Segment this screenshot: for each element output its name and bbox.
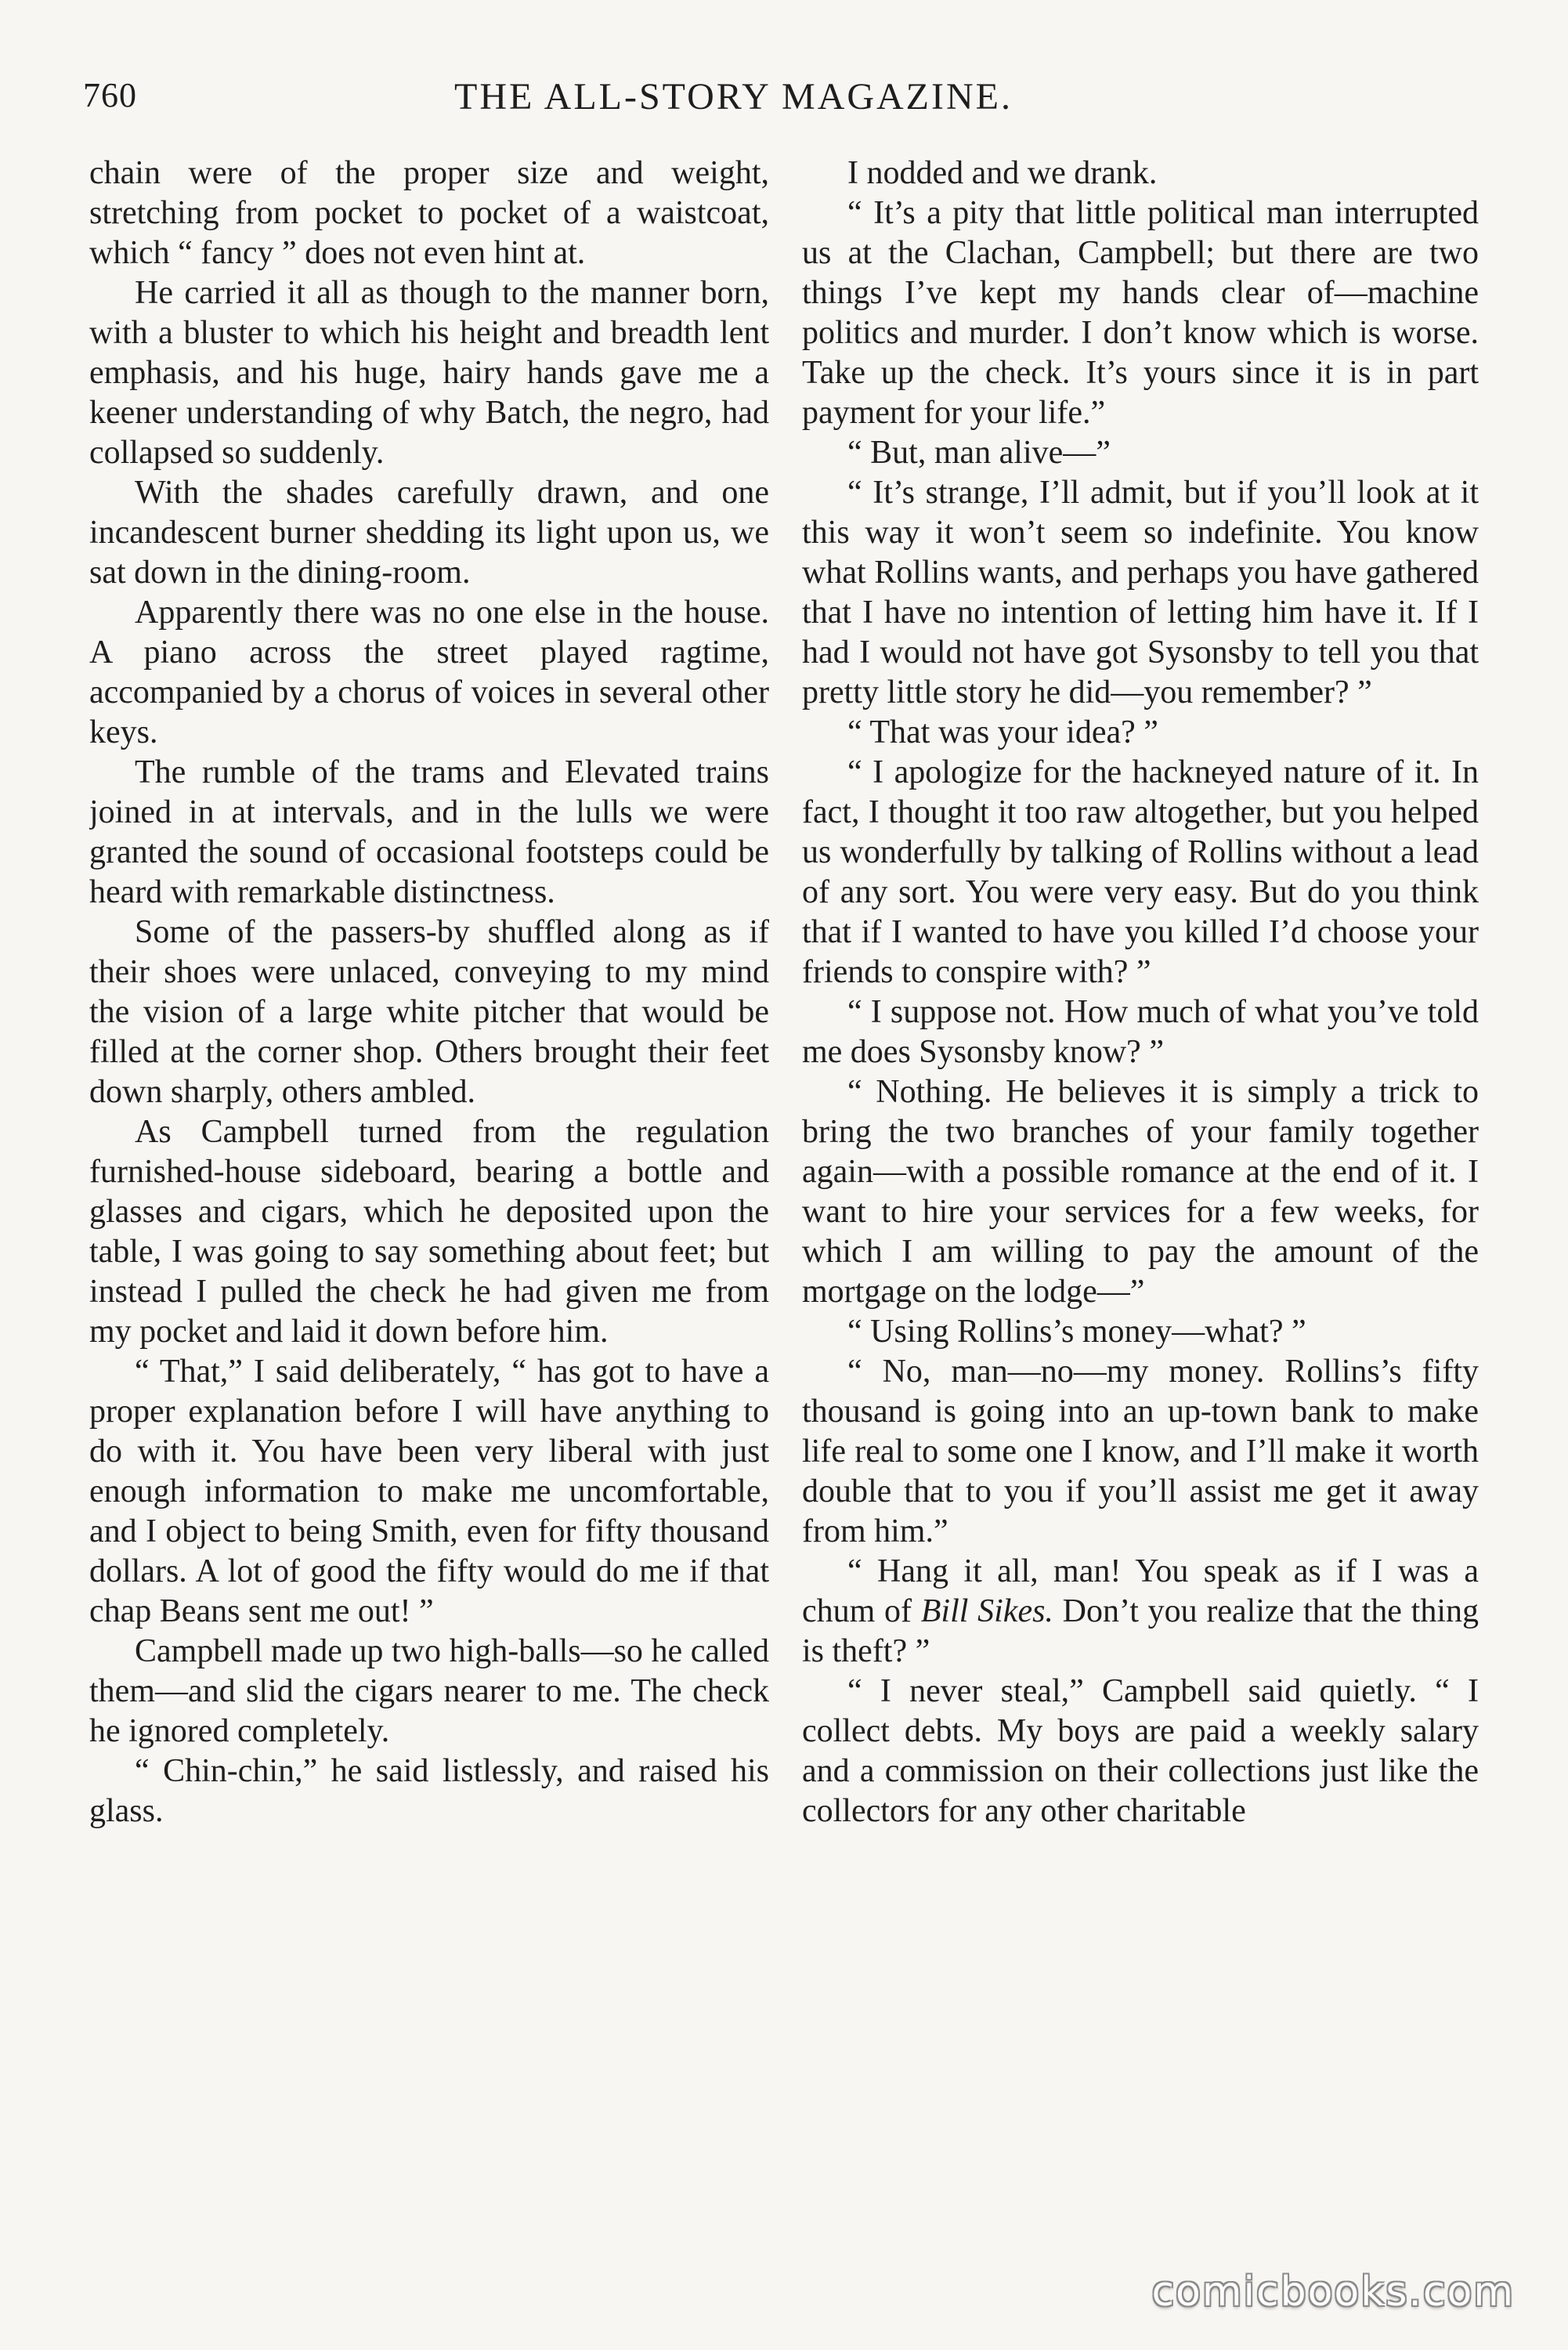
paragraph: “ That was your idea? ” <box>847 714 1158 750</box>
paragraph: Apparently there was no one else in the house. A piano across the street played ragtime, accompanied by a chorus of voices in several other keys. <box>89 595 769 750</box>
paragraph: “ Using Rollins’s money—what? ” <box>847 1314 1306 1350</box>
paragraph: “ But, man alive—” <box>847 435 1111 471</box>
paragraph: Campbell made up two high-balls—so he called them—and slid the cigars nearer to me. The check he ignored completely. <box>89 1633 769 1749</box>
paragraph: I nodded and we drank. <box>847 155 1158 191</box>
paragraph: “ I suppose not. How much of what you’ve told me does Sysonsby know? ” <box>802 994 1479 1070</box>
paragraph: “ I apologize for the hackneyed nature of it. In fact, I thought it too raw altogether, but you helped us wonderfully by talking of Rollins without a lead of any sort. You were very easy. But do you think that if I wanted to have you killed I’d choose your friends to conspire with? ” <box>802 754 1479 990</box>
paragraph: chain were of the proper size and weight, stretching from pocket to pocket of a waistcoat, which “ fancy ” does not even hint at. <box>89 155 769 271</box>
paragraph-text: “ Hang it all, man! You speak as if I was a chum of <box>802 1553 1479 1629</box>
paragraph: The rumble of the trams and Elevated trains joined in at intervals, and in the lulls we were granted the sound of occasional footsteps could be heard with remarkable distinctness. <box>89 754 769 910</box>
paragraph: “ That,” I said deliberately, “ has got to have a proper explanation before I will have anything to do with it. You have been very liberal with just enough information to make me uncomfortable, and I object to being Smith, even for fifty thousand dollars. A lot of good the fifty would do me if that chap Beans sent me out! ” <box>89 1354 769 1629</box>
paragraph: “ It’s strange, I’ll admit, but if you’ll look at it this way it won’t seem so indefinite. You know what Rollins wants, and perhaps you have gathered that I have no intention of letting him have it. If I had I would not have got Sysonsby to tell you that pretty little story he did—you remember? ” <box>802 475 1479 710</box>
watermark: comicbooks.com <box>1151 2269 1515 2316</box>
paragraph: “ No, man—no—my money. Rollins’s fifty thousand is going into an up-town bank to make life real to some one I know, and I’ll make it worth double that to you if you’ll assist me get it away from him.” <box>802 1354 1479 1549</box>
paragraph: “ It’s a pity that little political man interrupted us at the Clachan, Campbell; but there are two things I’ve kept my hands clear of—machine politics and murder. I don’t know which is worse. Take up the check. It’s yours since it is in part payment for your life.” <box>802 195 1479 431</box>
italic-name: Bill Sikes. <box>920 1593 1053 1629</box>
paragraph: “ Chin-chin,” he said listlessly, and raised his glass. <box>89 1753 769 1829</box>
paragraph-text: Don’t you realize that the thing is theft? ” <box>802 1593 1479 1669</box>
right-column <box>802 154 1479 2300</box>
paragraph: “ Nothing. He believes it is simply a trick to bring the two branches of your family together again—with a possible romance at the end of it. I want to hire your services for a few weeks, for which I am willing to pay the amount of the mortgage on the lodge—” <box>802 1074 1479 1310</box>
page-number: 760 <box>83 76 137 114</box>
paragraph: “ I never steal,” Campbell said quietly. “ I collect debts. My boys are paid a weekly salary and a commission on their collections just like the collectors for any other charitable <box>802 1673 1479 1829</box>
paragraph-with-italic <box>802 1552 1479 1672</box>
paragraph: As Campbell turned from the regulation furnished-house sideboard, bearing a bottle and glasses and cigars, which he deposited upon the table, I was going to say something about feet; but instead I pulled the check he had given me from my pocket and laid it down before him. <box>89 1114 769 1350</box>
paragraph: Some of the passers-by shuffled along as if their shoes were unlaced, conveying to my mind the vision of a large white pitcher that would be filled at the corner shop. Others brought their feet down sharply, others ambled. <box>89 914 769 1110</box>
paragraph: He carried it all as though to the manner born, with a bluster to which his height and breadth lent emphasis, and his huge, hairy hands gave me a keener understanding of why Batch, the negro, had collapsed so suddenly. <box>89 275 769 471</box>
running-head: THE ALL-STORY MAGAZINE. <box>454 76 1013 118</box>
left-column <box>89 154 769 2300</box>
paragraph: With the shades carefully drawn, and one incandescent burner shedding its light upon us, we sat down in the dining-room. <box>89 475 769 591</box>
